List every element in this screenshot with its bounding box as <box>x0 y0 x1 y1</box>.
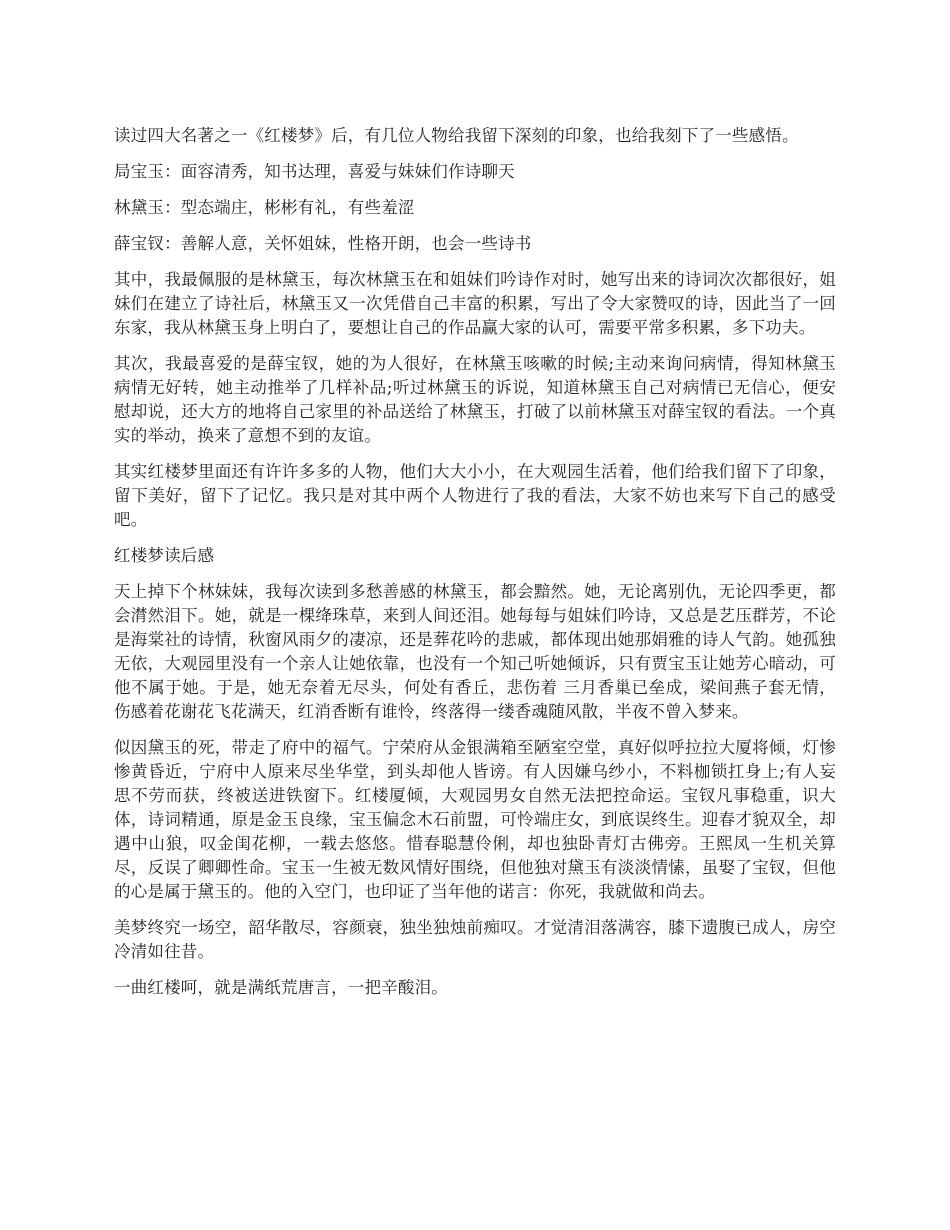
paragraph-house-decline: 似因黛玉的死，带走了府中的福气。宁荣府从金银满箱至陋室空堂，真好似呼拉拉大厦将倾，灯惨惨黄昏近，宁府中人原来尽坐华堂，到头却他人皆谤。有人因嫌乌纱小，不料枷锁扛身上;有人妄思不劳而获，终被送进铁窗下。红楼厦倾，大观园男女自然无法把控命运。宝钗凡事稳重，识大体，诗词精通，原是金玉良缘，宝玉偏念木石前盟，可怜端庄女，到底误终生。迎春才貌双全，却遇中山狼，叹金闺花柳，一载去悠悠。惜春聪慧伶俐，却也独卧青灯古佛旁。王熙凤一生机关算尽，反误了卿卿性命。宝玉一生被无数风情好围绕，但他独对黛玉有淡淡情愫，虽娶了宝钗，但他的心是属于黛玉的。他的入空门，也印证了当年他的诺言：你死，我就做和尚去。 <box>114 738 836 901</box>
paragraph-like-baochai: 其次，我最喜爱的是薛宝钗，她的为人很好，在林黛玉咳嗽的时候;主动来询问病情，得知林黛玉病情无好转，她主动推举了几样补品;听过林黛玉的诉说，知道林黛玉自己对病情已无信心，便安慰却说，还大方的地将自己家里的补品送给了林黛玉，打破了以前林黛玉对薛宝钗的看法。一个真实的举动，换来了意想不到的友谊。 <box>114 354 836 445</box>
paragraph-dream-empty: 美梦终究一场空，韶华散尽，容颜衰，独坐独烛前痴叹。才觉清泪落满容，膝下遗腹已成人，房空冷清如往昔。 <box>114 918 836 961</box>
paragraph-many-characters: 其实红楼梦里面还有许许多多的人物，他们大大小小，在大观园生活着，他们给我们留下了印象，留下美好，留下了记忆。我只是对其中两个人物进行了我的看法，大家不妨也来写下自己的感受吧。 <box>114 462 836 529</box>
paragraph-lin-meimei: 天上掉下个林妹妹，我每次读到多愁善感的林黛玉，都会黯然。她，无论离别仇，无论四季更，都会潸然泪下。她，就是一棵绛珠草，来到人间还泪。她每每与姐妹们吟诗，又总是艺压群芳，不论是海棠社的诗情，秋窗风雨夕的凄凉，还是葬花吟的悲戚，都体现出她那娟雅的诗人气韵。她孤独无依，大观园里没有一个亲人让她依靠，也没有一个知己听她倾诉，只有贾宝玉让她芳心暗动，可他不属于她。于是，她无奈着无尽头，何处有香丘，悲伤着 三月香巢已垒成，梁间燕子套无情，伤感着花谢花飞花满天，红消香断有谁怜，终落得一缕香魂随风散，半夜不曾入梦来。 <box>114 582 836 721</box>
paragraph-closing: 一曲红楼呵，就是满纸荒唐言，一把辛酸泪。 <box>114 978 448 997</box>
document-page <box>114 124 836 1012</box>
paragraph-baoyu: 局宝玉：面容清秀，知书达理，喜爱与妹妹们作诗聊天 <box>114 162 515 181</box>
section-title: 红楼梦读后感 <box>114 546 215 565</box>
paragraph-baochai: 薛宝钗：善解人意，关怀姐妹，性格开朗，也会一些诗书 <box>114 234 532 253</box>
paragraph-intro: 读过四大名著之一《红楼梦》后，有几位人物给我留下深刻的印象，也给我刻下了一些感悟。 <box>114 126 799 145</box>
paragraph-daiyu: 林黛玉：型态端庄，彬彬有礼，有些羞涩 <box>114 198 415 217</box>
paragraph-admire-daiyu: 其中，我最佩服的是林黛玉，每次林黛玉在和姐妹们吟诗作对时，她写出来的诗词次次都很好，姐妹们在建立了诗社后，林黛玉又一次凭借自己丰富的积累，写出了令大家赞叹的诗，因此当了一回东家，我从林黛玉身上明白了，要想让自己的作品赢大家的认可，需要平常多积累，多下功夫。 <box>114 270 836 337</box>
